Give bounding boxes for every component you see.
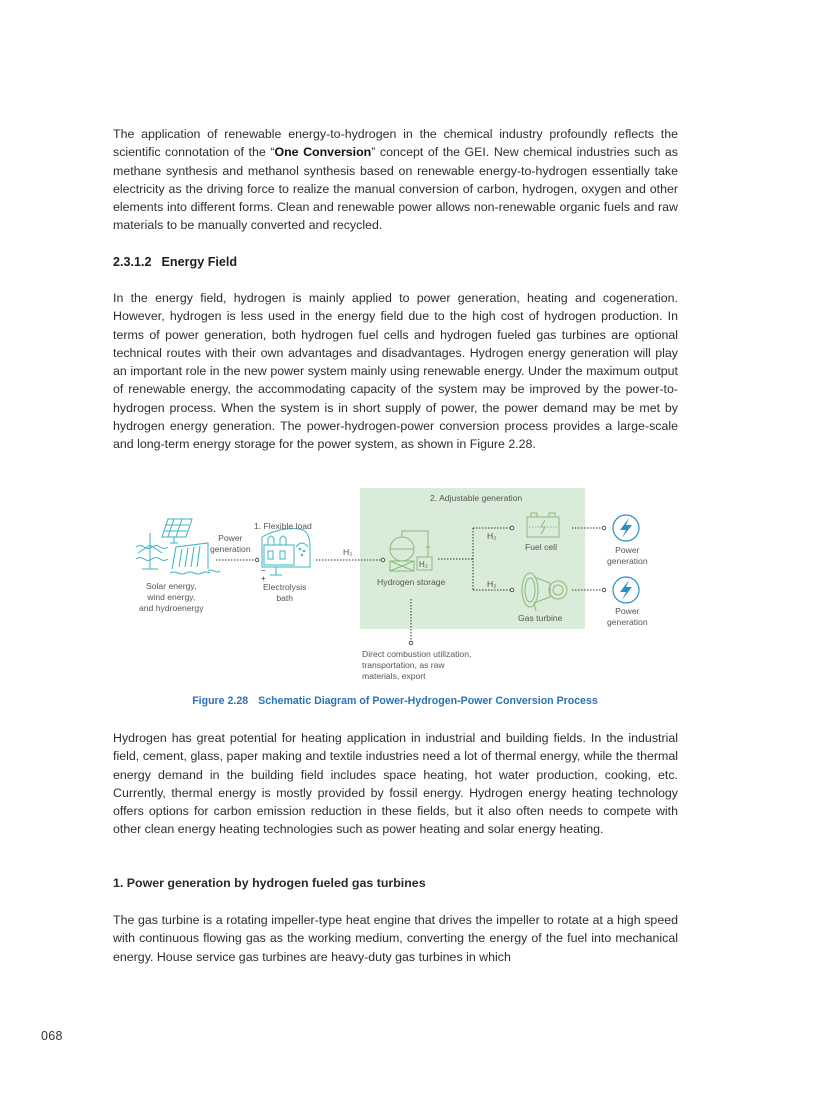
connector-dot — [409, 641, 413, 645]
power-generation-output-label-1: Power generation — [607, 545, 648, 566]
connector-dot — [381, 558, 385, 562]
connector-dot — [510, 526, 514, 530]
fuel-cell-icon — [527, 513, 559, 537]
wind-turbine-icon — [136, 533, 168, 569]
direct-use-label: Direct combustion utilization, transportation, as raw materials, export — [362, 649, 472, 681]
adjustable-generation-label: 2. Adjustable generation — [430, 493, 523, 503]
power-generation-output-label-2: Power generation — [607, 606, 648, 627]
gas-turbine-icon — [522, 573, 567, 611]
sources-label: Solar energy, wind energy, and hydroenergy — [139, 581, 204, 613]
one-conversion-emphasis: One Conversion — [274, 145, 372, 160]
section-heading — [113, 255, 237, 269]
lightning-bolt-icon — [613, 515, 639, 541]
figure-caption — [0, 695, 790, 707]
svg-text:+: + — [261, 574, 266, 583]
fuel-cell-label: Fuel cell — [525, 542, 557, 552]
svg-text:−: − — [261, 566, 266, 575]
connector-dot — [602, 588, 606, 592]
electrolysis-bath-icon — [262, 529, 310, 575]
gas-turbine-label: Gas turbine — [518, 613, 563, 623]
gas-turbine-paragraph: The gas turbine is a rotating impeller-type heat engine that drives the impeller to rotate at a high speed with continuous flowing gas as the working medium, converting the energy of the fuel into mechanical energy. House service gas turbines are heavy-duty gas turbines in which — [113, 913, 678, 964]
lightning-bolt-icon — [613, 577, 639, 603]
figure-diagram — [130, 487, 690, 687]
figure-caption-text: Schematic Diagram of Power-Hydrogen-Power Conversion Process — [258, 695, 598, 707]
power-generation-input-label: Power generation — [210, 533, 251, 554]
intro-paragraph: The application of renewable energy-to-hydrogen in the chemical industry profoundly reflects the scientific connotation of the “One Conversion” concept of the GEI. New chemical industries such as methane synthesis and methanol synthesis based on renewable energy-to-hydrogen essentially take electricity as the driving force to realize the manual conversion of carbon, hydrogen, oxygen and other elements into different forms. Clean and renewable power allows non-renewable organic fuels and raw materials to be manually converted and recycled. — [113, 127, 678, 233]
connector-dot — [510, 588, 514, 592]
subsection-heading: 1. Power generation by hydrogen fueled gas turbines — [113, 876, 426, 890]
h2-tank-label: H₂ — [419, 560, 428, 569]
connector-dot — [602, 526, 606, 530]
flexible-load-label: 1. Flexible load — [254, 521, 312, 531]
connector-dot — [255, 558, 259, 562]
section-number: 2.3.1.2 — [113, 255, 152, 269]
electrolysis-bath-label: Electrolysis bath — [263, 582, 307, 603]
h2-label: H₂ — [343, 547, 353, 557]
section-title: Energy Field — [161, 255, 238, 269]
h2-fuel-cell-label: H₂ — [487, 531, 497, 541]
heating-paragraph: Hydrogen has great potential for heating application in industrial and building fields. In the industrial field, cement, glass, paper making and textile industries need a lot of thermal energy, while the thermal energy demand in the building field includes space heating, hot water production, cooking, etc. Currently, thermal energy is mostly provided by fossil energy. Hydrogen energy heating technology offers options for carbon emission reduction in these fields, but it also often needs to compete with other clean energy heating technologies such as power heating and solar energy heating. — [113, 731, 678, 837]
solar-panel-icon — [162, 519, 192, 543]
figure-number: Figure 2.28 — [192, 695, 249, 707]
energy-field-paragraph: In the energy field, hydrogen is mainly applied to power generation, heating and cogeneration. However, hydrogen is less used in the energy field due to the high cost of hydrogen production. In terms of power generation, both hydrogen fuel cells and hydrogen fueled gas turbines are optional technical routes with their own advantages and disadvantages. Hydrogen energy generation will play an important role in the new power system mainly using renewable energy. Under the maximum output of renewable energy, the accommodating capacity of the system may be improved by the power-to-hydrogen process. When the system is in short supply of power, the power demand may be met by hydrogen energy generation. The power-hydrogen-power conversion process provides a large-scale and long-term energy storage for the power system, as shown in Figure 2.28. — [113, 291, 678, 452]
page-number: 068 — [41, 1029, 63, 1043]
hydrogen-storage-label: Hydrogen storage — [377, 577, 446, 587]
h2-gas-turbine-label: H₂ — [487, 579, 497, 589]
